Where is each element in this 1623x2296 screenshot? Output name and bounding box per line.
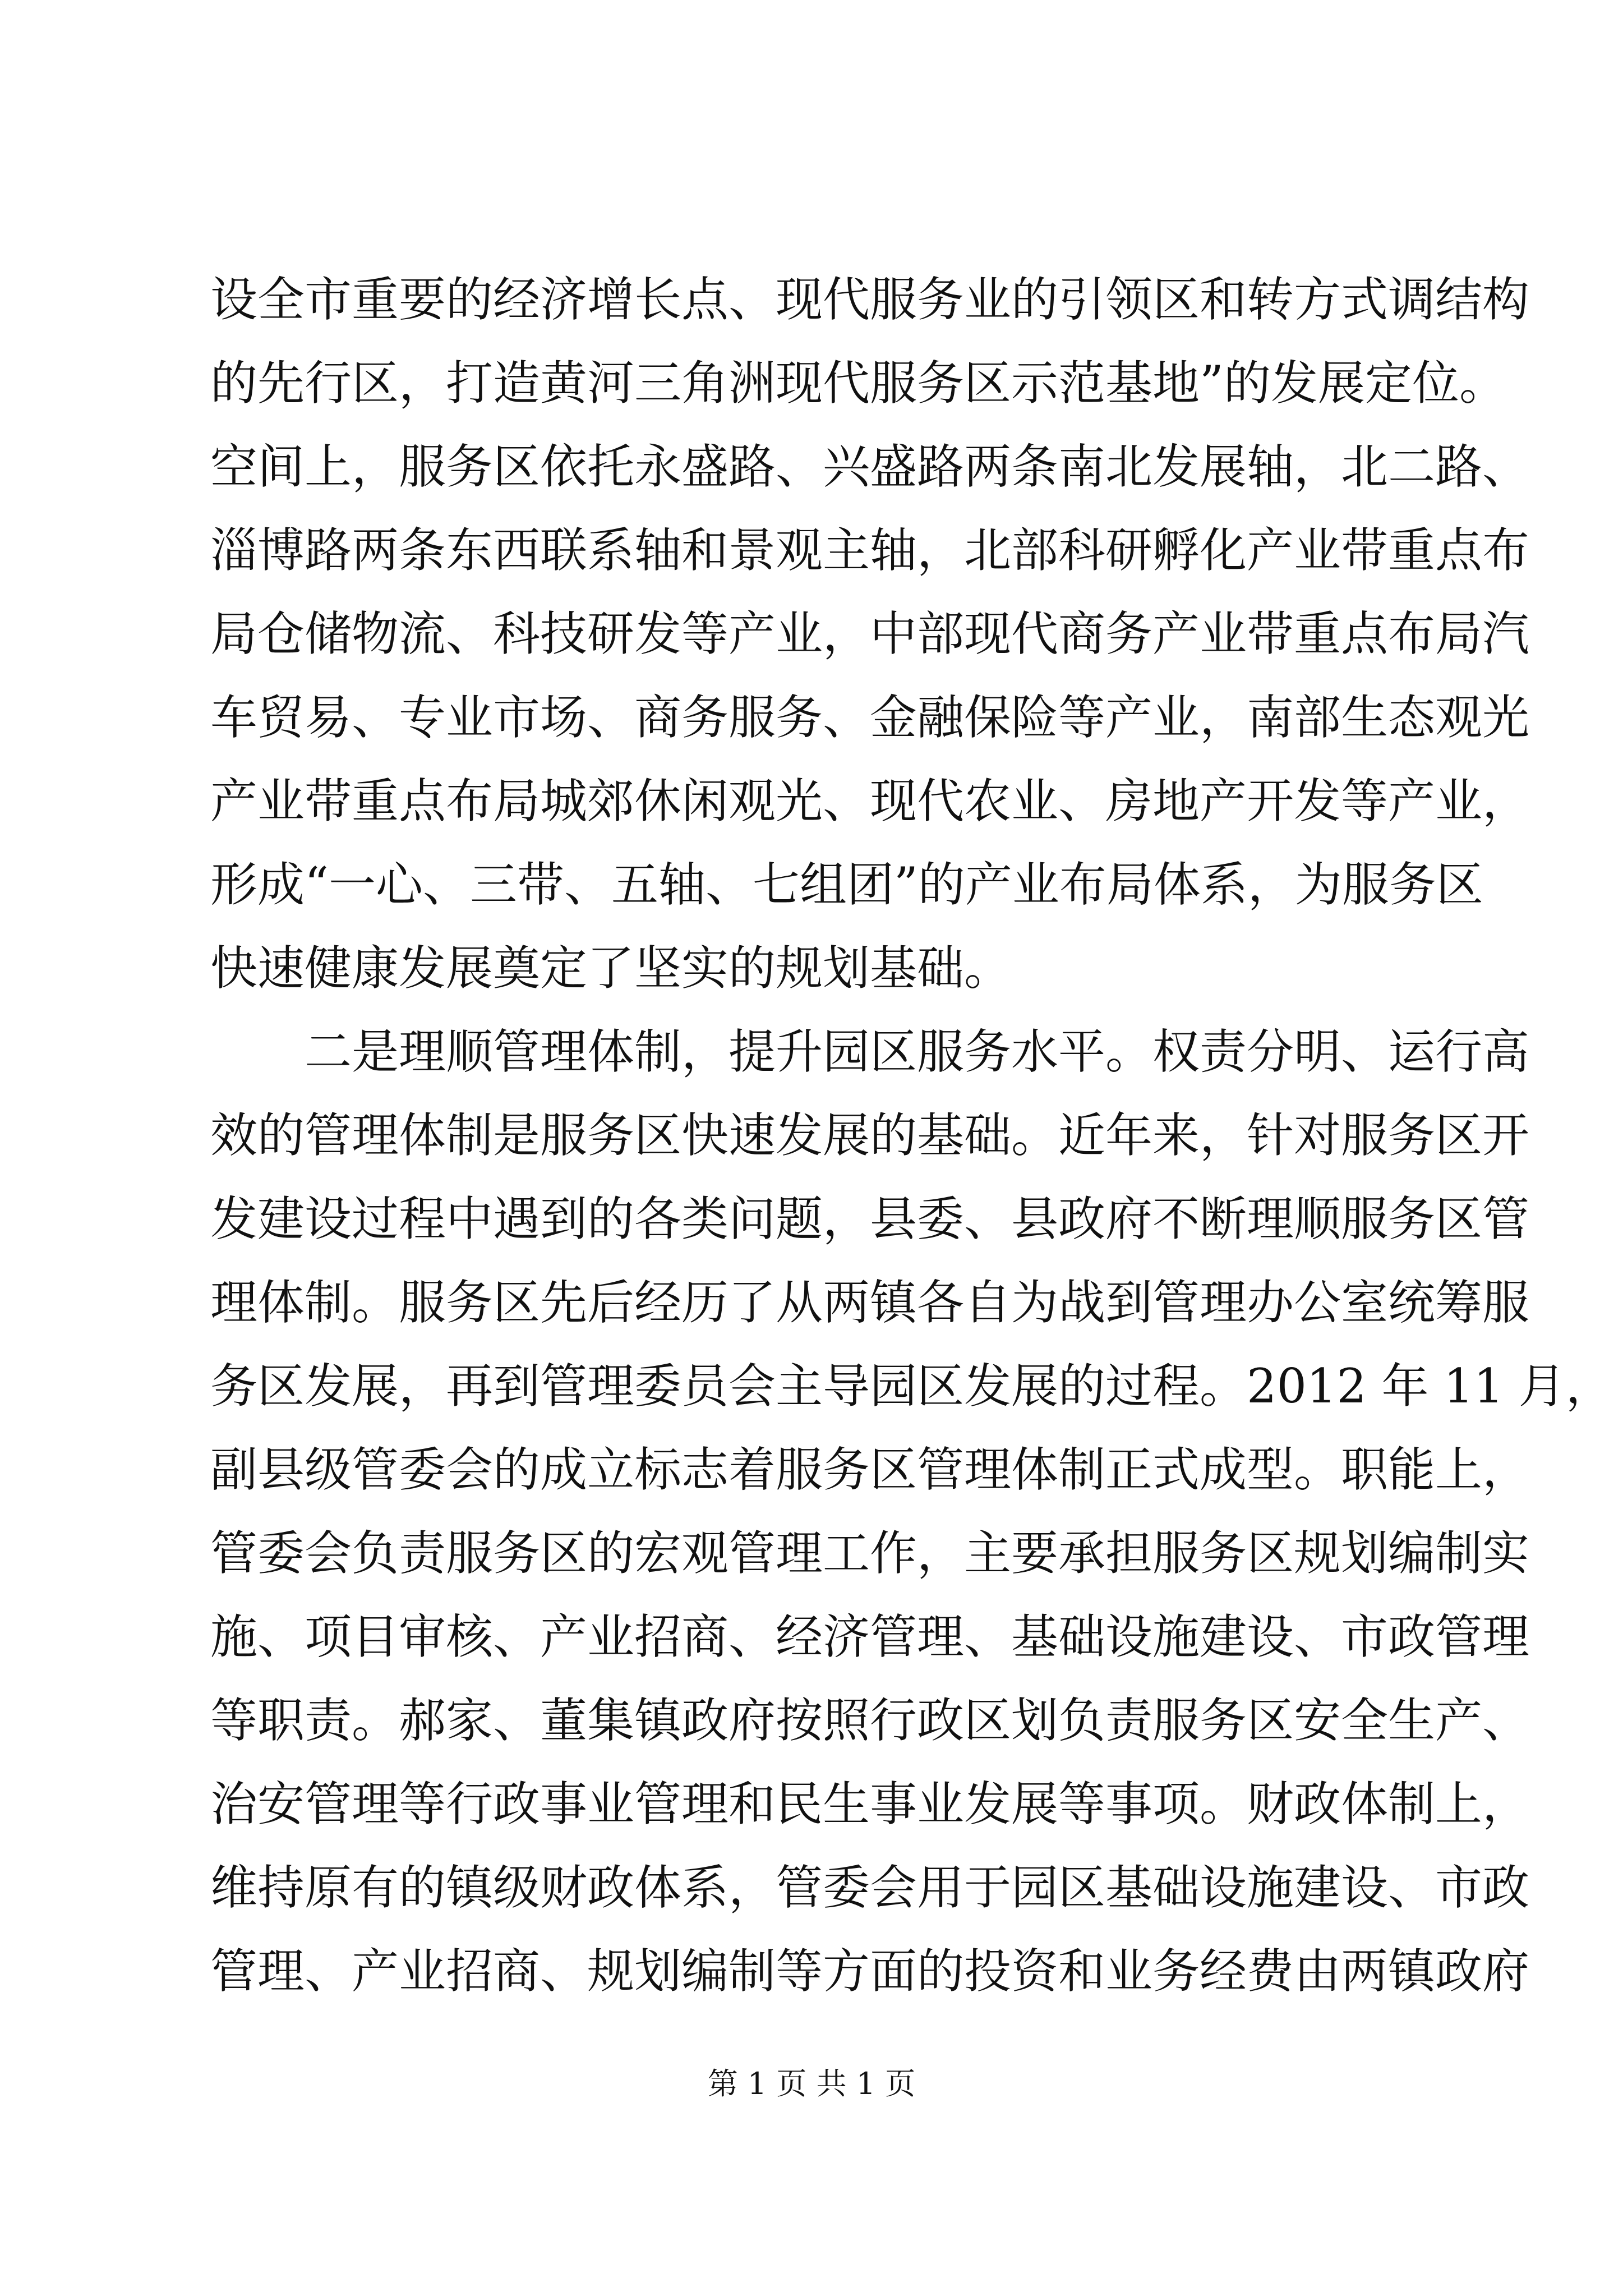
text-line: 理体制。服务区先后经历了从两镇各自为战到管理办公室统筹服 [210,1275,1530,1330]
text-line: 设全市重要的经济增长点、现代服务业的引领区和转方式调结构 [210,272,1530,327]
text-line: 管委会负责服务区的宏观管理工作，主要承担服务区规划编制实 [210,1526,1530,1581]
text-line: 局仓储物流、科技研发等产业，中部现代商务产业带重点布局汽 [210,606,1530,661]
text-line: 治安管理等行政事业管理和民生事业发展等事项。财政体制上， [210,1777,1530,1832]
text-line: 发建设过程中遇到的各类问题，县委、县政府不断理顺服务区管 [210,1191,1530,1246]
text-line: 淄博路两条东西联系轴和景观主轴，北部科研孵化产业带重点布 [210,523,1530,578]
text-line: 施、项目审核、产业招商、经济管理、基础设施建设、市政管理 [210,1609,1530,1664]
text-line: 维持原有的镇级财政体系，管委会用于园区基础设施建设、市政 [210,1860,1530,1915]
text-line: 产业带重点布局城郊休闲观光、现代农业、房地产开发等产业， [210,774,1530,829]
text-line: 副县级管委会的成立标志着服务区管理体制正式成型。职能上， [210,1442,1530,1497]
text-line: 效的管理体制是服务区快速发展的基础。近年来，针对服务区开 [210,1108,1530,1163]
text-line: 务区发展，再到管理委员会主导园区发展的过程。2012 年 11 月， [210,1359,1613,1414]
text-line: 等职责。郝家、董集镇政府按照行政区划负责服务区安全生产、 [210,1693,1530,1748]
text-line: 形成“一心、三带、五轴、七组团”的产业布局体系，为服务区 [210,857,1483,912]
page-number-label: 第 1 页 共 1 页 [707,2066,916,2101]
text-line: 管理、产业招商、规划编制等方面的投资和业务经费由两镇政府 [210,1944,1530,1999]
text-line: 车贸易、专业市场、商务服务、金融保险等产业，南部生态观光 [210,690,1530,745]
paragraph-start-line: 二是理顺管理体制，提升园区服务水平。权责分明、运行高 [305,1024,1530,1079]
text-line: 快速健康发展奠定了坚实的规划基础。 [210,941,1012,996]
page-footer [0,2064,1623,2104]
text-line: 的先行区，打造黄河三角洲现代服务区示范基地”的发展定位。 [210,356,1506,411]
text-line: 空间上，服务区依托永盛路、兴盛路两条南北发展轴，北二路、 [210,439,1530,494]
document-body [210,258,1613,2013]
